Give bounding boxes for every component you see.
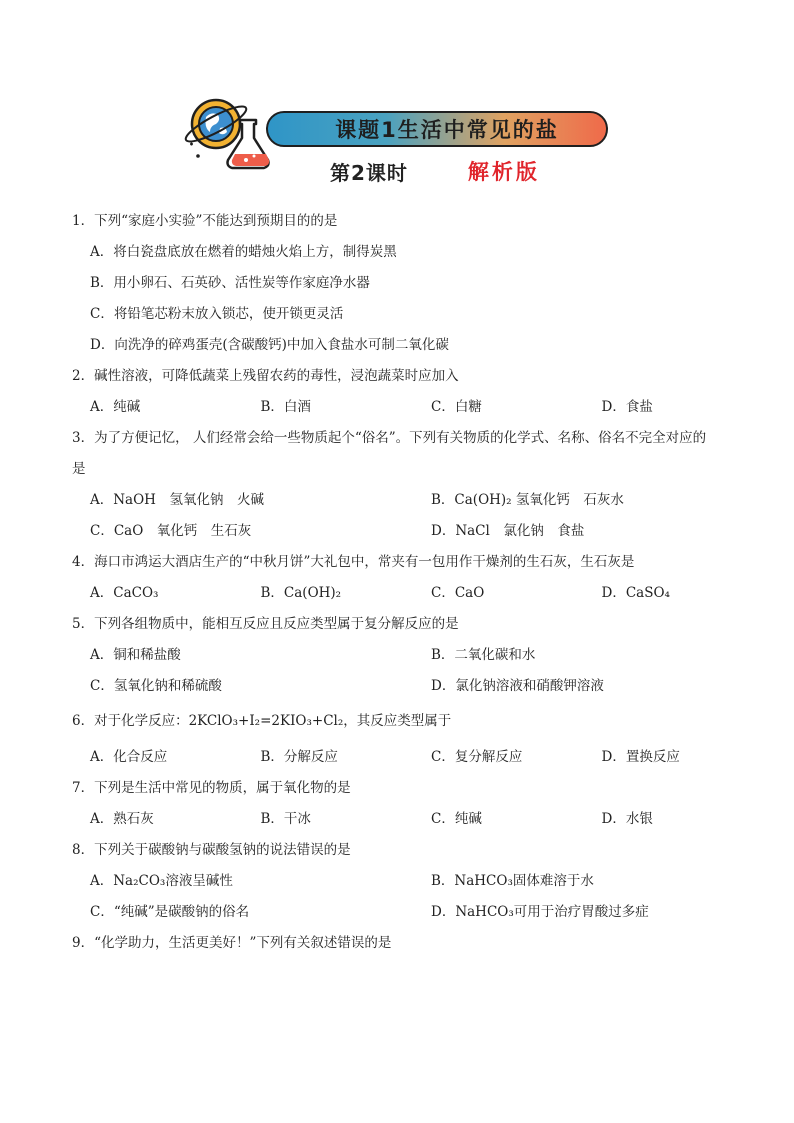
question-9 bbox=[72, 928, 772, 959]
option-b[interactable]: B．NaHCO₃固体难溶于水 bbox=[431, 873, 594, 889]
option-d[interactable]: D．NaHCO₃可用于治疗胃酸过多症 bbox=[431, 904, 649, 920]
page-header bbox=[0, 0, 794, 200]
question-stem: 1．下列“家庭小实验”不能达到预期目的的是 bbox=[72, 213, 338, 229]
option-a[interactable]: A．铜和稀盐酸 bbox=[90, 647, 181, 663]
question-8 bbox=[72, 835, 772, 928]
option-b[interactable]: B．分解反应 bbox=[260, 749, 338, 765]
option-c[interactable]: C．将铅笔芯粉末放入锁芯，使开锁更灵活 bbox=[90, 306, 344, 322]
question-2 bbox=[72, 361, 772, 423]
question-1 bbox=[72, 206, 772, 361]
lesson-label: 第2课时 bbox=[330, 160, 408, 185]
option-a[interactable]: A．CaCO₃ bbox=[90, 585, 159, 601]
option-d[interactable]: D．置换反应 bbox=[601, 749, 680, 765]
option-c[interactable]: C．氢氧化钠和稀硫酸 bbox=[90, 678, 222, 694]
option-b[interactable]: B．Ca(OH)₂ 氢氧化钙 石灰水 bbox=[431, 492, 624, 508]
option-b[interactable]: B．用小卵石、石英砂、活性炭等作家庭净水器 bbox=[90, 275, 370, 291]
option-c[interactable]: C．CaO 氧化钙 生石灰 bbox=[90, 523, 252, 539]
option-d[interactable]: D．CaSO₄ bbox=[601, 585, 670, 601]
option-a[interactable]: A．Na₂CO₃溶液呈碱性 bbox=[90, 873, 233, 889]
page-title: 课题1生活中常见的盐 bbox=[335, 118, 559, 142]
question-stem: 7．下列是生活中常见的物质，属于氧化物的是 bbox=[72, 780, 351, 796]
question-list bbox=[72, 206, 772, 959]
subtitle-row bbox=[330, 157, 540, 185]
question-stem: 2．碱性溶液，可降低蔬菜上残留农药的毒性，浸泡蔬菜时应加入 bbox=[72, 368, 459, 384]
option-b[interactable]: B．Ca(OH)₂ bbox=[260, 585, 342, 601]
option-d[interactable]: D．NaCl 氯化钠 食盐 bbox=[431, 523, 585, 539]
title-banner bbox=[266, 111, 608, 147]
question-7 bbox=[72, 773, 772, 835]
option-d[interactable]: D．水银 bbox=[601, 811, 653, 827]
question-6 bbox=[72, 706, 772, 773]
option-b[interactable]: B．二氧化碳和水 bbox=[431, 647, 536, 663]
option-c[interactable]: C．“纯碱”是碳酸钠的俗名 bbox=[90, 904, 250, 920]
option-c[interactable]: C．CaO bbox=[431, 585, 485, 601]
question-stem: 8．下列关于碳酸钠与碳酸氢钠的说法错误的是 bbox=[72, 842, 351, 858]
option-a[interactable]: A．将白瓷盘底放在燃着的蜡烛火焰上方，制得炭黑 bbox=[90, 244, 397, 260]
question-4 bbox=[72, 547, 772, 609]
option-a[interactable]: A．NaOH 氢氧化钠 火碱 bbox=[90, 492, 264, 508]
edition-label: 解析版 bbox=[467, 160, 540, 184]
option-d[interactable]: D．氯化钠溶液和硝酸钾溶液 bbox=[431, 678, 604, 694]
question-stem: 3．为了方便记忆， 人们经常会给一些物质起个“俗名”。下列有关物质的化学式、名称、俗名不完全对应的 bbox=[72, 430, 707, 446]
option-b[interactable]: B．白酒 bbox=[260, 399, 311, 415]
option-d[interactable]: D．食盐 bbox=[601, 399, 653, 415]
option-a[interactable]: A．熟石灰 bbox=[90, 811, 154, 827]
option-a[interactable]: A．化合反应 bbox=[90, 749, 168, 765]
option-c[interactable]: C．纯碱 bbox=[431, 811, 482, 827]
question-stem-continued: 是 bbox=[72, 461, 86, 477]
question-stem: 9．“化学助力，生活更美好！”下列有关叙述错误的是 bbox=[72, 935, 392, 951]
question-stem: 4．海口市鸿运大酒店生产的“中秋月饼”大礼包中，常夹有一包用作干燥剂的生石灰，生石灰是 bbox=[72, 554, 635, 570]
option-b[interactable]: B．干冰 bbox=[260, 811, 311, 827]
question-stem: 6．对于化学反应：2KClO₃+I₂=2KIO₃+Cl₂，其反应类型属于 bbox=[72, 713, 452, 729]
question-5 bbox=[72, 609, 772, 702]
option-c[interactable]: C．复分解反应 bbox=[431, 749, 523, 765]
option-d[interactable]: D．向洗净的碎鸡蛋壳(含碳酸钙)中加入食盐水可制二氧化碳 bbox=[90, 337, 449, 353]
question-stem: 5．下列各组物质中，能相互反应且反应类型属于复分解反应的是 bbox=[72, 616, 459, 632]
planet-flask-icon bbox=[178, 92, 274, 174]
option-c[interactable]: C．白糖 bbox=[431, 399, 482, 415]
question-3 bbox=[72, 423, 772, 547]
option-a[interactable]: A．纯碱 bbox=[90, 399, 141, 415]
